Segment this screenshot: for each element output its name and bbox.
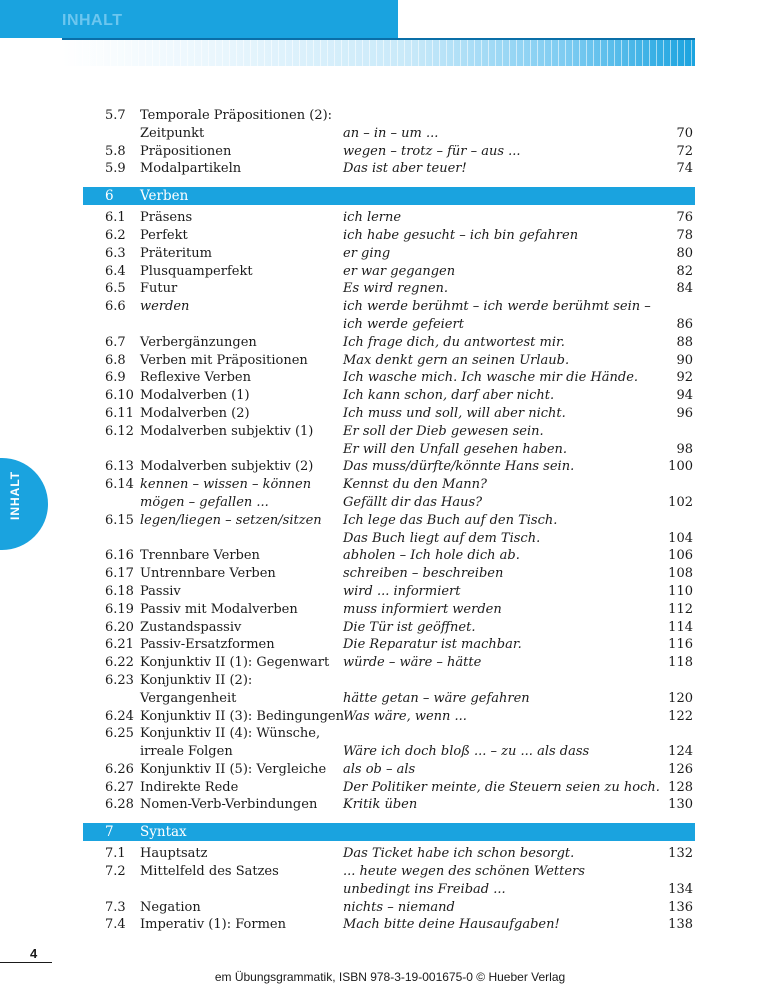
entry-example: hätte getan – wäre gefahren <box>343 690 530 706</box>
entry-page: 132 <box>668 846 693 862</box>
entry-number: 6.9 <box>105 370 126 386</box>
toc-entry[interactable] <box>83 125 695 143</box>
entry-page: 104 <box>668 530 693 546</box>
toc-entry[interactable] <box>83 636 695 654</box>
entry-number: 6.21 <box>105 637 134 653</box>
entry-title: Temporale Präpositionen (2): <box>140 108 333 123</box>
entry-title: Untrennbare Verben <box>140 566 276 582</box>
entry-page: 84 <box>676 281 693 297</box>
entry-number: 6.2 <box>105 227 126 243</box>
entry-number: 6.1 <box>105 210 126 226</box>
entry-number: 6.10 <box>105 388 134 404</box>
entry-title: irreale Folgen <box>140 744 233 760</box>
entry-page: 94 <box>676 388 693 404</box>
entry-title: Präpositionen <box>140 143 232 159</box>
entry-title: Präteritum <box>140 245 212 261</box>
entry-page: 124 <box>668 744 693 760</box>
entry-number: 5.9 <box>105 161 126 177</box>
entry-example: Das muss/dürfte/könnte Hans sein. <box>343 459 575 475</box>
entry-number: 6.28 <box>105 797 134 813</box>
entry-example: Ich muss und soll, will aber nicht. <box>343 405 566 421</box>
entry-title: Präsens <box>140 210 193 226</box>
entry-example: Gefällt dir das Haus? <box>343 494 483 510</box>
entry-example: Ich frage dich, du antwortest mir. <box>343 334 565 350</box>
entry-example: Kennst du den Mann? <box>343 477 487 493</box>
toc-entry[interactable] <box>83 779 695 797</box>
header-divider <box>62 38 695 40</box>
toc-entry[interactable] <box>83 619 695 637</box>
entry-title: Modalverben subjektiv (1) <box>140 423 314 439</box>
entry-number: 6.11 <box>105 405 134 421</box>
side-tab-label: INHALT <box>8 470 22 520</box>
entry-example: Die Reparatur ist machbar. <box>343 637 522 653</box>
toc-entry[interactable] <box>83 405 695 423</box>
section-title: Verben <box>140 188 189 205</box>
entry-number: 6.25 <box>105 726 134 742</box>
toc-entry[interactable] <box>83 583 695 601</box>
entry-example: er ging <box>343 245 391 261</box>
entry-page: 134 <box>668 881 693 897</box>
entry-page: 108 <box>668 566 693 582</box>
entry-number: 6.7 <box>105 334 126 350</box>
toc-entry[interactable] <box>83 227 695 245</box>
section-number: 6 <box>105 188 114 205</box>
entry-example: nichts – niemand <box>343 899 455 915</box>
entry-number: 6.23 <box>105 672 134 688</box>
toc-entry[interactable] <box>83 369 695 387</box>
toc-entry[interactable] <box>83 845 695 863</box>
entry-example: ... heute wegen des schönen Wetters <box>343 864 585 880</box>
entry-example: Kritik üben <box>343 797 418 813</box>
entry-number: 6.8 <box>105 352 126 368</box>
entry-title: Zeitpunkt <box>140 125 205 141</box>
toc-entry[interactable] <box>83 423 695 441</box>
entry-page: 106 <box>668 548 693 564</box>
entry-example: Ich kann schon, darf aber nicht. <box>343 388 555 404</box>
entry-example: ich werde berühmt – ich werde berühmt sein – <box>343 299 651 315</box>
entry-page: 90 <box>676 352 693 368</box>
entry-page: 76 <box>676 210 693 226</box>
entry-page: 100 <box>668 459 693 475</box>
entry-number: 6.17 <box>105 566 134 582</box>
entry-title: kennen – wissen – können <box>140 477 312 493</box>
entry-title: Modalverben subjektiv (2) <box>140 459 314 475</box>
entry-example: schreiben – beschreiben <box>343 566 504 582</box>
toc-entry[interactable] <box>83 708 695 726</box>
toc-entry[interactable] <box>83 160 695 178</box>
entry-number: 6.6 <box>105 299 126 315</box>
toc-entry[interactable] <box>83 387 695 405</box>
entry-title: legen/liegen – setzen/sitzen <box>140 512 322 528</box>
entry-title: Modalverben (2) <box>140 405 250 421</box>
entry-title: Passiv mit Modalverben <box>140 601 298 617</box>
entry-page: 78 <box>676 227 693 243</box>
entry-title: Konjunktiv II (5): Vergleiche <box>140 761 327 777</box>
entry-number: 7.3 <box>105 899 126 915</box>
entry-example: wird ... informiert <box>343 583 461 599</box>
section-header <box>83 823 695 841</box>
toc-entry[interactable] <box>83 863 695 881</box>
toc-entry[interactable] <box>83 263 695 281</box>
entry-number: 6.26 <box>105 761 134 777</box>
toc-entry[interactable] <box>83 316 695 334</box>
section-header <box>83 187 695 205</box>
toc-entry[interactable] <box>83 725 695 743</box>
entry-example: Er will den Unfall gesehen haben. <box>343 441 568 457</box>
toc-entry[interactable] <box>83 761 695 779</box>
entry-title: Vergangenheit <box>140 690 237 706</box>
toc-entry[interactable] <box>83 107 695 125</box>
entry-page: 72 <box>676 143 693 159</box>
entry-title: Trennbare Verben <box>140 548 260 564</box>
section-title: Syntax <box>140 824 187 841</box>
entry-page: 120 <box>668 690 693 706</box>
entry-title: Perfekt <box>140 227 188 243</box>
toc-entry[interactable] <box>83 530 695 548</box>
entry-title: Hauptsatz <box>140 846 208 862</box>
entry-title: Indirekte Rede <box>140 779 239 795</box>
entry-title: Plusquamperfekt <box>140 263 253 279</box>
toc-entry[interactable] <box>83 476 695 494</box>
toc-entry[interactable] <box>83 458 695 476</box>
entry-title: Verben mit Präpositionen <box>140 352 308 368</box>
entry-example: als ob – als <box>343 761 416 777</box>
entry-page: 136 <box>668 899 693 915</box>
entry-page: 122 <box>668 708 693 724</box>
toc-entry[interactable] <box>83 916 695 934</box>
entry-number: 6.27 <box>105 779 134 795</box>
entry-title: Passiv <box>140 583 181 599</box>
entry-page: 138 <box>668 917 693 933</box>
toc-entry[interactable] <box>83 441 695 459</box>
entry-example: Er soll der Dieb gewesen sein. <box>343 423 544 439</box>
section-number: 7 <box>105 824 114 841</box>
entry-page: 82 <box>676 263 693 279</box>
entry-example: ich lerne <box>343 210 402 226</box>
toc-entry[interactable] <box>83 672 695 690</box>
entry-number: 6.20 <box>105 619 134 635</box>
entry-title: Konjunktiv II (1): Gegenwart <box>140 655 330 671</box>
entry-example: Das Ticket habe ich schon besorgt. <box>343 846 575 862</box>
entry-number: 6.12 <box>105 423 134 439</box>
entry-page: 102 <box>668 494 693 510</box>
entry-title: mögen – gefallen ... <box>140 494 269 510</box>
entry-number: 6.3 <box>105 245 126 261</box>
entry-title: werden <box>140 299 190 315</box>
entry-number: 6.5 <box>105 281 126 297</box>
entry-example: ich habe gesucht – ich bin gefahren <box>343 227 579 243</box>
entry-number: 6.14 <box>105 477 134 493</box>
entry-number: 6.24 <box>105 708 134 724</box>
entry-title: Mittelfeld des Satzes <box>140 864 279 880</box>
header-gradient-bar <box>62 38 695 66</box>
entry-page: 130 <box>668 797 693 813</box>
entry-page: 128 <box>668 779 693 795</box>
entry-title: Reflexive Verben <box>140 370 251 386</box>
toc-entry[interactable] <box>83 494 695 512</box>
entry-example: muss informiert werden <box>343 601 502 617</box>
entry-title: Futur <box>140 281 178 297</box>
entry-example: Ich lege das Buch auf den Tisch. <box>343 512 558 528</box>
entry-example: Max denkt gern an seinen Urlaub. <box>343 352 570 368</box>
entry-page: 116 <box>668 637 693 653</box>
entry-example: er war gegangen <box>343 263 456 279</box>
entry-page: 98 <box>676 441 693 457</box>
entry-example: unbedingt ins Freibad ... <box>343 881 506 897</box>
toc-entry[interactable] <box>83 143 695 161</box>
entry-example: Der Politiker meinte, die Steuern seien zu hoch. <box>343 779 660 795</box>
entry-page: 80 <box>676 245 693 261</box>
entry-example: Die Tür ist geöffnet. <box>343 619 476 635</box>
entry-title: Zustandspassiv <box>140 619 242 635</box>
entry-number: 7.4 <box>105 917 126 933</box>
toc-entry[interactable] <box>83 298 695 316</box>
toc-entry[interactable] <box>83 899 695 917</box>
toc-entry[interactable] <box>83 512 695 530</box>
toc-entry[interactable] <box>83 743 695 761</box>
header-tab <box>0 0 398 38</box>
entry-page: 86 <box>676 316 693 332</box>
entry-example: Es wird regnen. <box>343 281 449 297</box>
entry-number: 5.8 <box>105 143 126 159</box>
toc-entry[interactable] <box>83 209 695 227</box>
table-of-contents <box>83 107 695 934</box>
entry-example: Wäre ich doch bloß ... – zu ... als dass <box>343 744 590 760</box>
entry-page: 74 <box>676 161 693 177</box>
entry-title: Verbergänzungen <box>140 334 257 350</box>
toc-entry[interactable] <box>83 690 695 708</box>
entry-number: 6.4 <box>105 263 126 279</box>
entry-example: Das ist aber teuer! <box>343 161 467 177</box>
toc-entry[interactable] <box>83 280 695 298</box>
entry-example: Was wäre, wenn ... <box>343 708 467 724</box>
toc-entry[interactable] <box>83 352 695 370</box>
entry-example: abholen – Ich hole dich ab. <box>343 548 520 564</box>
entry-title: Modalverben (1) <box>140 388 250 404</box>
footer-copyright: em Übungsgrammatik, ISBN 978-3-19-001675-0 © Hueber Verlag <box>214 970 566 984</box>
entry-page: 118 <box>668 655 693 671</box>
entry-title: Modalpartikeln <box>140 161 242 177</box>
entry-number: 6.13 <box>105 459 134 475</box>
entry-page: 96 <box>676 405 693 421</box>
entry-number: 6.19 <box>105 601 134 617</box>
toc-entry[interactable] <box>83 334 695 352</box>
entry-number: 6.22 <box>105 655 134 671</box>
entry-title: Passiv-Ersatzformen <box>140 637 275 653</box>
page-number: 4 <box>30 946 38 961</box>
toc-entry[interactable] <box>83 565 695 583</box>
entry-title: Konjunktiv II (3): Bedingungen <box>140 708 344 724</box>
entry-page: 110 <box>668 583 693 599</box>
entry-number: 5.7 <box>105 108 126 123</box>
entry-number: 6.16 <box>105 548 134 564</box>
toc-entry[interactable] <box>83 796 695 814</box>
toc-entry[interactable] <box>83 547 695 565</box>
toc-entry[interactable] <box>83 881 695 899</box>
entry-number: 6.15 <box>105 512 134 528</box>
entry-page: 112 <box>668 601 693 617</box>
entry-title: Nomen-Verb-Verbindungen <box>140 797 318 813</box>
entry-example: an – in – um ... <box>343 125 439 141</box>
entry-example: Das Buch liegt auf dem Tisch. <box>343 530 541 546</box>
entry-example: wegen – trotz – für – aus ... <box>343 143 521 159</box>
entry-number: 7.2 <box>105 864 126 880</box>
entry-page: 70 <box>676 125 693 141</box>
entry-title: Konjunktiv II (4): Wünsche, <box>140 726 321 742</box>
page-number-rule <box>0 962 52 963</box>
entry-example: ich werde gefeiert <box>343 316 464 332</box>
entry-example: würde – wäre – hätte <box>343 655 482 671</box>
toc-entry[interactable] <box>83 654 695 672</box>
entry-title: Konjunktiv II (2): <box>140 672 253 688</box>
entry-page: 126 <box>668 761 693 777</box>
entry-example: Ich wasche mich. Ich wasche mir die Hände. <box>343 370 639 386</box>
entry-title: Negation <box>140 899 201 915</box>
header-label: INHALT <box>62 12 123 29</box>
entry-title: Imperativ (1): Formen <box>140 917 286 933</box>
entry-number: 6.18 <box>105 583 134 599</box>
toc-entry[interactable] <box>83 245 695 263</box>
entry-example: Mach bitte deine Hausaufgaben! <box>343 917 560 933</box>
toc-entry[interactable] <box>83 601 695 619</box>
entry-page: 114 <box>668 619 693 635</box>
entry-page: 88 <box>676 334 693 350</box>
entry-number: 7.1 <box>105 846 126 862</box>
entry-page: 92 <box>676 370 693 386</box>
